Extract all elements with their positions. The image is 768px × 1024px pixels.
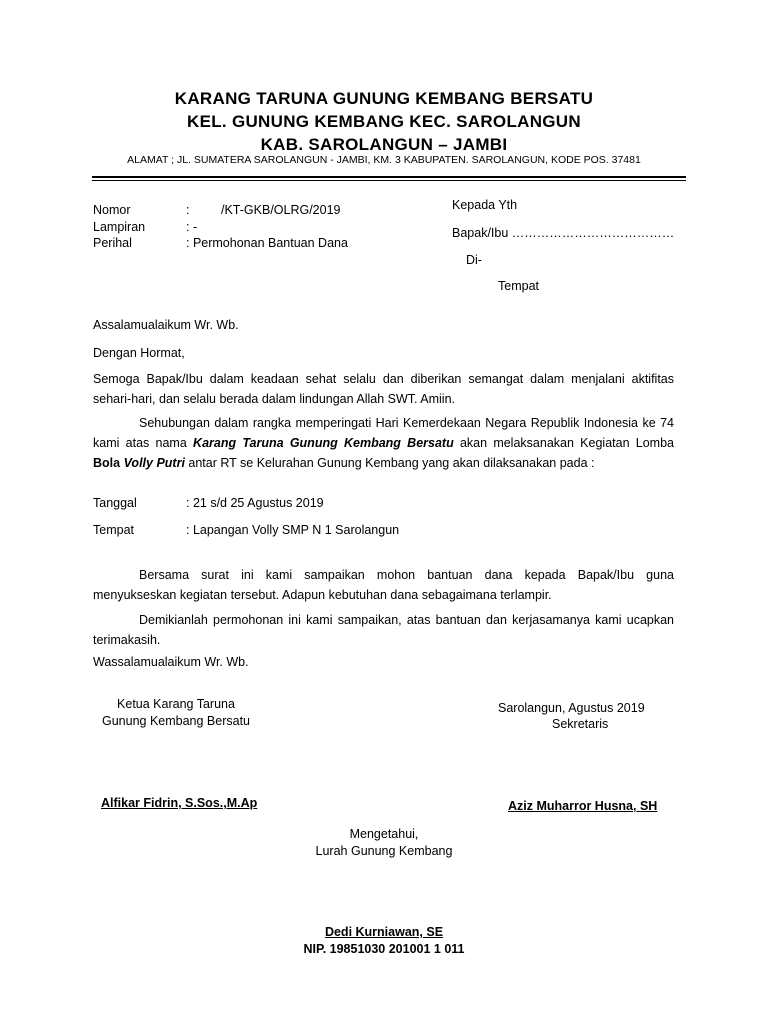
recipient-line4: Tempat — [498, 279, 539, 293]
tempat-value: : Lapangan Volly SMP N 1 Sarolangun — [186, 523, 400, 537]
right-signer-title: Sekretaris — [552, 717, 609, 731]
paragraph-2-text-c: antar RT se Kelurahan Gunung Kembang yang akan dilaksanakan pada : — [184, 456, 595, 470]
nomor-colon: : — [186, 203, 190, 217]
left-signer-name: Alfikar Fidrin, S.Sos.,M.Ap — [101, 796, 258, 810]
letterhead-subtitle: KEL. GUNUNG KEMBANG KEC. SAROLANGUN — [187, 112, 581, 131]
paragraph-2-text-a: Sehubungan dalam rangka memperingati Hari Kemerdekaan Negara Republik Indonesia ke 74 kami atas nama — [93, 416, 674, 450]
paragraph-2-text-b: akan melaksanakan Kegiatan Lomba — [453, 436, 674, 450]
paragraph-2 — [93, 413, 674, 473]
event-bola: Bola — [93, 456, 124, 470]
letterhead-region: KAB. SAROLANGUN – JAMBI — [260, 135, 508, 154]
tanggal-value: : 21 s/d 25 Agustus 2019 — [186, 496, 324, 510]
left-signer-title-2: Gunung Kembang Bersatu — [101, 714, 251, 728]
lampiran-value: : - — [186, 220, 198, 234]
left-signer-title-1: Ketua Karang Taruna — [117, 697, 235, 711]
letterhead-address: ALAMAT ; JL. SUMATERA SAROLANGUN - JAMBI, KM. 3 KABUPATEN. SAROLANGUN, KODE POS. 37481 — [127, 154, 641, 166]
nomor-value: /KT-GKB/OLRG/2019 — [221, 203, 341, 217]
perihal-value: : Permohonan Bantuan Dana — [186, 236, 348, 250]
salutation: Dengan Hormat, — [93, 346, 185, 360]
right-place-date: Sarolangun, Agustus 2019 — [498, 701, 645, 715]
approval-line-2: Lurah Gunung Kembang — [315, 844, 453, 858]
approver-nip: NIP. 19851030 201001 1 011 — [303, 942, 465, 956]
organization-name: Karang Taruna Gunung Kembang Bersatu — [193, 436, 454, 450]
paragraph-3: Bersama surat ini kami sampaikan mohon bantuan dana kepada Bapak/Ibu guna menyukseskan kegiatan tersebut. Adapun kebutuhan dana sebagaimana terlampir. — [93, 568, 674, 602]
closing: Wassalamualaikum Wr. Wb. — [93, 655, 249, 669]
approval-line-1: Mengetahui, — [349, 827, 419, 841]
right-signer-name: Aziz Muharror Husna, SH — [508, 799, 658, 813]
perihal-label: Perihal — [93, 236, 132, 250]
letterhead-rule-thick — [92, 176, 686, 178]
paragraph-4: Demikianlah permohonan ini kami sampaikan, atas bantuan dan kerjasamanya kami ucapkan terimakasih. — [93, 613, 674, 647]
tanggal-label: Tanggal — [93, 496, 137, 510]
nomor-label: Nomor — [93, 203, 131, 217]
recipient-line2: Bapak/Ibu ………………………………… — [452, 226, 675, 240]
tempat-label: Tempat — [93, 523, 134, 537]
approver-name: Dedi Kurniawan, SE — [324, 925, 444, 939]
paragraph-1: Semoga Bapak/Ibu dalam keadaan sehat selalu dan diberikan semangat dalam menjalani aktifitas sehari-hari, dan selalu berada dalam lindungan Allah SWT. Amiin. — [93, 372, 674, 406]
letterhead-rule-thin — [92, 180, 686, 181]
letterhead-title: KARANG TARUNA GUNUNG KEMBANG BERSATU — [174, 89, 594, 108]
recipient-line1: Kepada Yth — [452, 198, 518, 212]
event-volly: Volly Putri — [123, 456, 185, 470]
lampiran-label: Lampiran — [93, 220, 146, 234]
recipient-line3: Di- — [466, 253, 482, 267]
greeting: Assalamualaikum Wr. Wb. — [93, 318, 239, 332]
